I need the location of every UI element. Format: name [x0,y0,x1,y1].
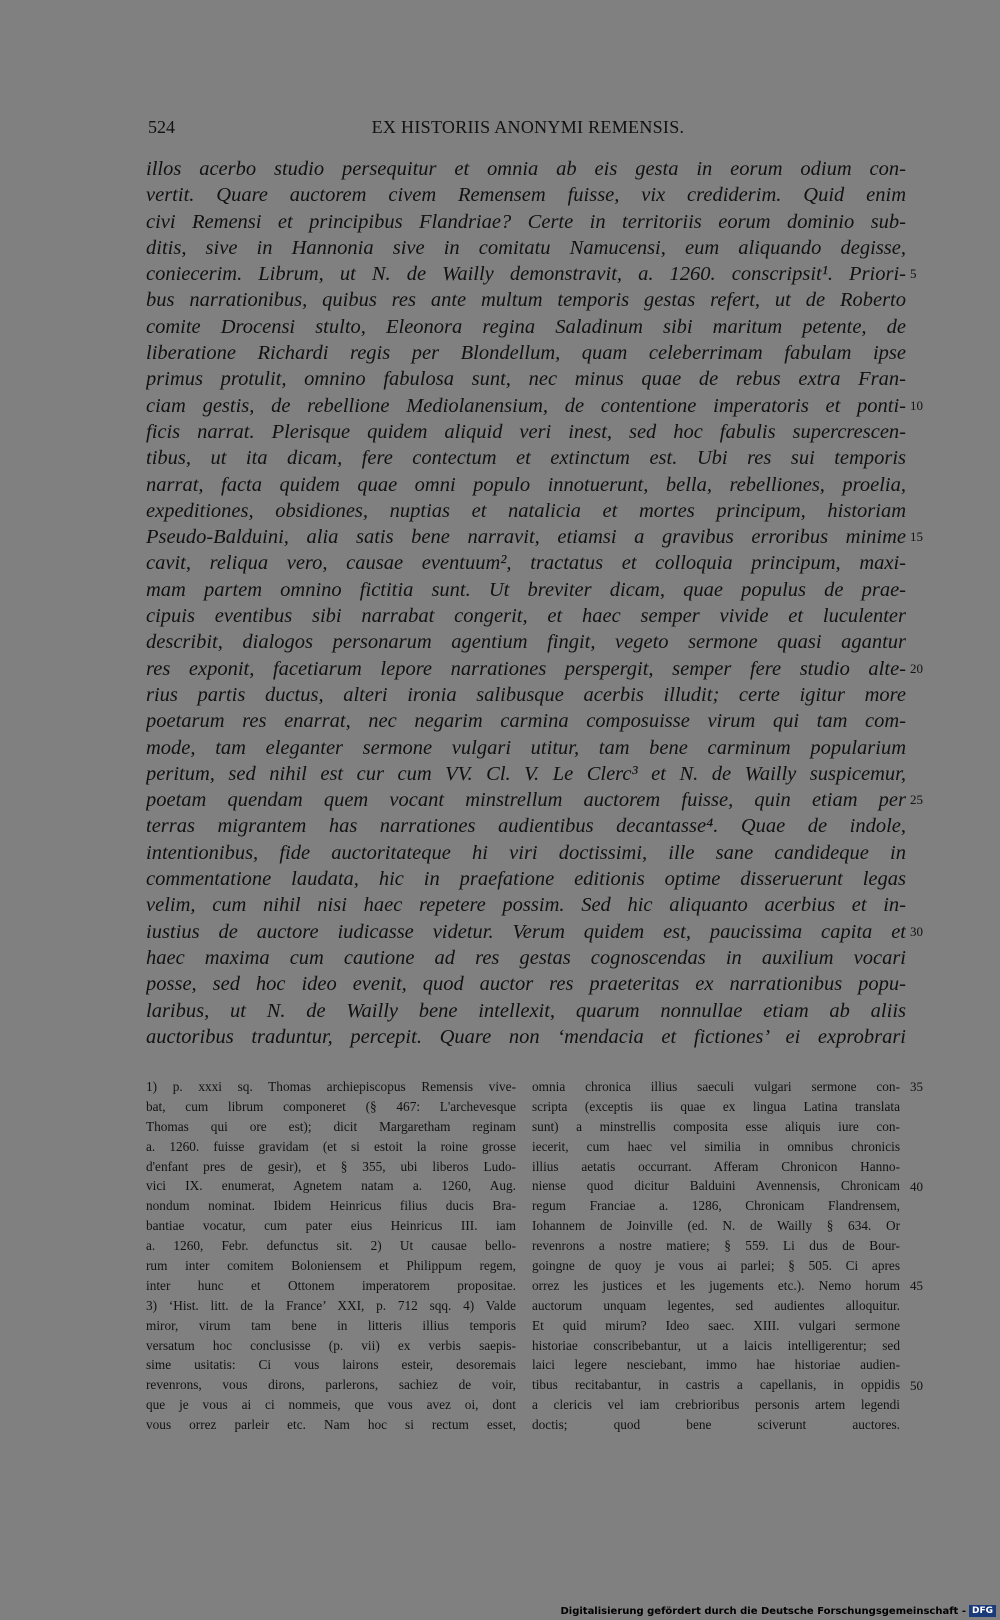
text-line: poetarum res enarrat, nec negarim carmina composuisse virum qui tam com- [146,710,906,733]
text-line: miror, virum tam bene in litteris illius temporis [146,1317,516,1333]
text-line: versatum hoc conclusisse (p. vii) ex verbis saepis- [146,1337,516,1353]
text-line: haec maxima cum cautione ad res gestas cognoscendas in auxilium vocari [146,946,906,969]
text-line: tibus, ut ita dicam, fere contectum et extinctum est. Ubi res sui temporis [146,447,906,470]
line-number: 45 [910,1278,923,1293]
text-line: revenrons a nostre matiere; § 559. Li dus de Bour- [532,1238,900,1254]
text-line: rum inter comitem Boloniensem et Philippum regem, [146,1258,516,1274]
text-line: d'enfant pres de gesir), et § 355, ubi liberos Ludo- [146,1158,516,1174]
text-line: intentionibus, fide auctoritateque hi viri doctissimi, ille sane candideque in [146,841,906,864]
dfg-logo: DFG [969,1605,996,1617]
text-line: laribus, ut N. de Wailly bene intellexit, quarum nonnullae etiam ab aliis [146,999,906,1022]
text-line: historiae conscribebantur, ut a laicis intelligerentur; sed [532,1337,900,1353]
text-line: vous orrez parleir etc. Nam hoc si rectum esset, [146,1417,516,1433]
running-title: EX HISTORIIS ANONYMI REMENSIS. [371,117,685,137]
text-line: mode, tam eleganter sermone vulgari utitur, tam bene carminum popularium [146,736,906,759]
line-number: 15 [910,529,923,545]
line-number: 10 [910,397,923,413]
text-line: Pseudo-Balduini, alia satis bene narravit, etiamsi a gravibus erroribus minime [146,526,906,549]
text-line: 1) p. xxxi sq. Thomas archiepiscopus Remensis vive- [146,1079,516,1094]
text-line: ditis, sive in Hannonia sive in comitatu Namucensi, eum aliquando degisse, [146,236,906,259]
text-line: illius aetatis occurrant. Afferam Chronicon Hanno- [532,1158,900,1174]
line-number: 50 [910,1377,923,1393]
text-line: sunt) a minstrellis composita esse aliquis iure con- [532,1118,900,1134]
line-number: 20 [910,660,923,676]
text-line: terras migrantem has narrationes audientibus decantasse⁴. Quae de indole, [146,815,906,838]
text-line: revenrons, vous dirons, parlerons, sachiez de voir, [146,1377,516,1393]
text-line: ciam gestis, de rebellione Mediolanensium, de contentione imperatoris et ponti- [146,394,906,417]
text-line: goingne de quoy je vous ai parlei; § 505. Ci apres [532,1258,900,1274]
text-line: ficis narrat. Plerisque quidem aliquid veri inest, sed hoc fabulis supercrescen- [146,420,906,443]
text-line: tibus recitabantur, in castris a capellanis, in oppidis [532,1377,900,1393]
text-line: auctorum unquam legentes, sed audientes alloquitur. [532,1297,900,1313]
text-line: inter hunc et Ottonem imperatorem propositae. [146,1277,516,1293]
text-line: primus protulit, omnino fabulosa sunt, nec minus quae de rebus extra Fran- [146,368,906,391]
page-number: 524 [148,117,175,137]
text-line: Et quid mirum? Ideo saec. XIII. vulgari sermone [532,1317,900,1333]
text-line: vertit. Quare auctorem civem Remensem fuisse, vix crediderim. Quid enim [146,184,906,207]
text-line: que je vous ai ci nommeis, que vous avez oi, dont [146,1397,516,1413]
text-line: iustius de auctore iudicasse videtur. Verum quidem est, paucissima capita et [146,920,906,943]
text-line: narrat, facta quidem quae omni populo innotuerunt, bella, rebelliones, proelia, [146,473,906,496]
text-line: res exponit, facetiarum lepore narrationes perspergit, semper fere studio alte- [146,657,906,680]
credit-text: Digitalisierung gefördert durch die Deutsche Forschungsgemeinschaft - [560,1605,966,1617]
text-line: regum Franciae a. 1286, Chronicam Flandrensem, [532,1198,900,1214]
text-line: a. 1260. fuisse gravidam (et si estoit la roine grosse [146,1138,516,1154]
text-line: a clericis vel iam crebrioribus personis artem legendi [532,1397,900,1413]
text-line: nondum nominat. Ibidem Heinricus filius ducis Bra- [146,1198,516,1214]
text-line: bat, cum librum componeret (§ 467: L'archevesque [146,1098,516,1114]
text-line: coniecerim. Librum, ut N. de Wailly demonstravit, a. 1260. conscripsit¹. Priori- [146,263,906,286]
text-line: Thomas qui ore est); dicit Margaretham reginam [146,1118,516,1134]
text-line: cipuis eventibus sibi narrabat congerit, et haec semper vivide et luculenter [146,605,906,628]
text-line: orrez les justices et les jugements etc.). Nemo horum [532,1277,900,1293]
text-line: cavit, reliqua vero, causae eventuum², tractatus et colloquia principum, maxi- [146,552,906,575]
page-header [148,117,908,141]
text-line: civi Remensi et principibus Flandriae? Certe in territoriis eorum dominio sub- [146,210,906,233]
main-text-block [146,156,906,1050]
text-line: velim, cum nihil nisi haec repetere possim. Sed hic aliquanto acerbius et in- [146,894,906,917]
text-line: 3) ‘Hist. litt. de la France’ XXI, p. 712 sqq. 4) Valde [146,1297,516,1313]
text-line: posse, sed hoc ideo evenit, quod auctor res praeteritas ex narrationibus popu- [146,973,906,996]
text-line: bus narrationibus, quibus res ante multum temporis gestas refert, ut de Roberto [146,289,906,312]
text-line: laici legere nesciebant, immo hae historiae audien- [532,1357,900,1373]
digitization-credit [560,1605,996,1617]
text-line: sime usitatis: Ci vous lairons esteir, desoremais [146,1357,516,1373]
text-line: comite Drocensi stulto, Eleonora regina Saladinum sibi maritum petente, de [146,315,906,338]
text-line: doctis; quod bene sciverunt auctores. [532,1417,900,1433]
text-line: iecerit, cum haec vel similia in omnibus chronicis [532,1138,900,1154]
text-line: scripta (exceptis iis quae ex lingua Latina translata [532,1098,900,1114]
footnotes-left-column [146,1077,516,1435]
text-line: peritum, sed nihil est cur cum VV. Cl. V. Le Clerc³ et N. de Wailly suspicemur, [146,762,906,785]
text-line: bantiae vocatur, cum pater eius Heinricus III. iam [146,1218,516,1234]
line-number: 5 [910,266,917,282]
text-line: mam partem omnino fictitia sunt. Ut breviter dicam, quae populus de prae- [146,578,906,601]
text-line: niense quod dicitur Balduini Avennensis, Chronicam [532,1178,900,1194]
text-line: liberatione Richardi regis per Blondellum, quam celeberrimam fabulam ipse [146,342,906,365]
text-line: describit, dialogos personarum agentium fingit, vegeto sermone quasi agantur [146,631,906,654]
text-line: vici IX. enumerat, Agnetem natam a. 1260, Aug. [146,1178,516,1194]
line-number: 35 [910,1079,923,1094]
line-number: 40 [910,1178,923,1194]
line-number: 25 [910,792,923,808]
text-line: commentatione laudata, hic in praefatione editionis optime disseruerunt legas [146,868,906,891]
text-line: rius partis ductus, alteri ironia salibusque acerbis illudit; certe igitur more [146,683,906,706]
text-line: poetam quendam quem vocant minstrellum auctorem fuisse, quin etiam per [146,789,906,812]
text-line: Iohannem de Joinville (ed. N. de Wailly § 634. Or [532,1218,900,1234]
text-line: a. 1260, Febr. defunctus sit. 2) Ut causae bello- [146,1238,516,1254]
text-line: illos acerbo studio persequitur et omnia ab eis gesta in eorum odium con- [146,158,906,180]
line-number: 30 [910,923,923,939]
text-line: expeditiones, obsidiones, nuptias et natalicia et mortes principum, historiam [146,499,906,522]
footnotes-right-column [532,1077,900,1435]
text-line: auctoribus traduntur, percepit. Quare non ‘mendacia et fictiones’ ei exprobrari [146,1025,906,1048]
text-line: omnia chronica illius saeculi vulgari sermone con- [532,1079,900,1094]
